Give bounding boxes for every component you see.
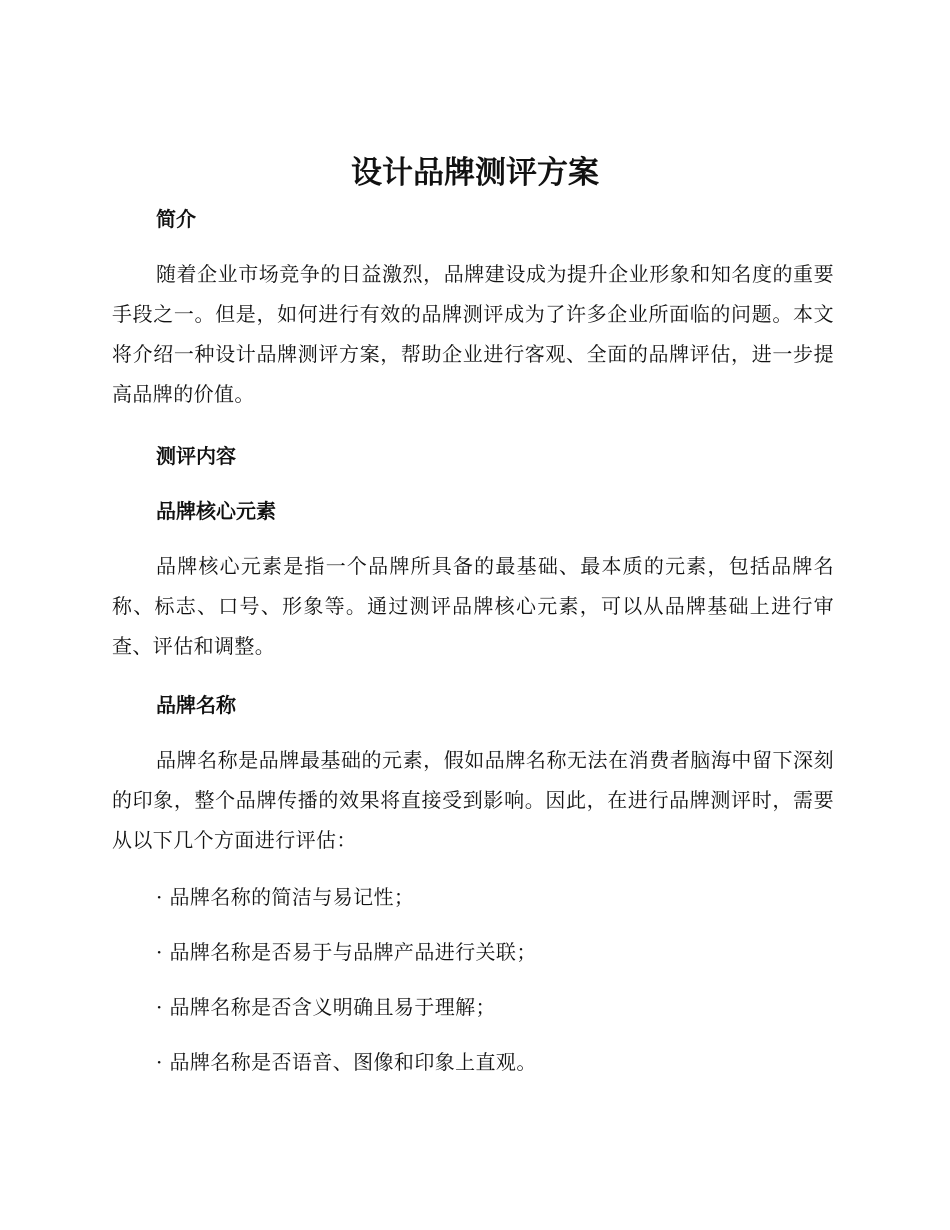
brand-name-criteria-list xyxy=(156,882,537,1102)
section-heading-content: 测评内容 xyxy=(156,444,236,468)
section-heading-intro: 简介 xyxy=(156,207,196,231)
brand-name-paragraph: 品牌名称是品牌最基础的元素，假如品牌名称无法在消费者脑海中留下深刻的印象，整个品牌传播的效果将直接受到影响。因此，在进行品牌测评时，需要从以下几个方面进行评估： xyxy=(112,748,834,852)
section-heading-brand-name: 品牌名称 xyxy=(156,693,236,717)
list-item: · 品牌名称是否易于与品牌产品进行关联； xyxy=(156,940,537,964)
intro-paragraph: 随着企业市场竞争的日益激烈，品牌建设成为提升企业形象和知名度的重要手段之一。但是，如何进行有效的品牌测评成为了许多企业所面临的问题。本文将介绍一种设计品牌测评方案，帮助企业进行客观、全面的品牌评估，进一步提高品牌的价值。 xyxy=(112,262,834,406)
list-item: · 品牌名称是否含义明确且易于理解； xyxy=(156,995,496,1019)
section-heading-core-elements: 品牌核心元素 xyxy=(156,499,276,523)
list-item: · 品牌名称是否语音、图像和印象上直观。 xyxy=(156,1050,537,1074)
core-elements-paragraph: 品牌核心元素是指一个品牌所具备的最基础、最本质的元素，包括品牌名称、标志、口号、形象等。通过测评品牌核心元素，可以从品牌基础上进行审查、评估和调整。 xyxy=(112,554,834,658)
list-item: · 品牌名称的简洁与易记性； xyxy=(156,885,415,909)
document-title: 设计品牌测评方案 xyxy=(351,155,599,191)
